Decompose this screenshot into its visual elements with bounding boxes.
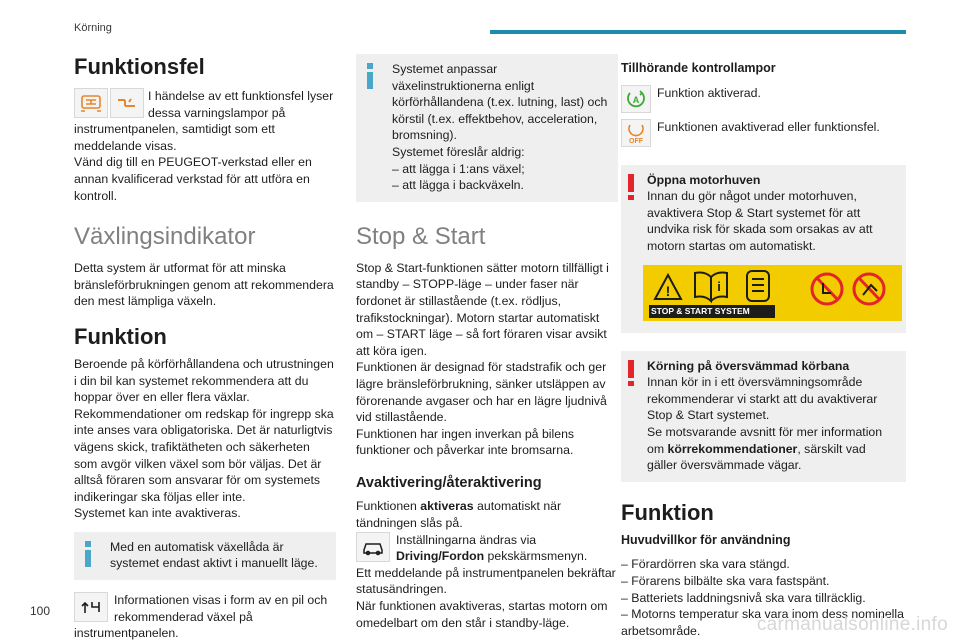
stop-start-text-3: Funktionen har ingen inverkan på bilens funktioner och påverkar inte bromsarna. — [356, 426, 575, 458]
svg-text:i: i — [717, 278, 721, 294]
settings-bold: Driving/Fordon — [396, 549, 485, 564]
gearbox-fault-icon — [74, 88, 108, 118]
heading-funktion: Funktion — [74, 323, 167, 349]
warning-flood-title: Körning på översvämmad körbana — [647, 358, 850, 373]
funktionsfel-text-1: I händelse av ett funktionsfel lyser dessa varningslampor på instrumentpanelen, samtidigt som ett meddelande visas. — [74, 89, 334, 153]
warning-flood-text-start: Se motsvarande avsnitt för mer information om — [647, 424, 883, 456]
aktivering-text — [356, 498, 618, 531]
stop-start-on-lamp-icon — [621, 85, 651, 113]
page-number: 100 — [30, 604, 51, 618]
info-icon — [367, 63, 373, 89]
condition-item: – Motorns temperatur ska vara inom dess nominella arbetsområde. — [621, 607, 904, 638]
warning-flood — [621, 351, 906, 482]
stop-start-off-lamp-icon — [621, 119, 651, 147]
warning-hood — [621, 165, 906, 333]
warning-flood-text-end: , särskilt vad gäller översvämmade vägar. — [647, 441, 866, 473]
note-automatic — [74, 532, 336, 580]
funktion-text-2: Rekommendationer om redskap för ingrepp ska inte anses vara obligatoriska. Det är naturligtvis vägens skick, trafiktätheten och säkerheten som avgör vilken växel som bör väljas. Det är alltså föraren som ansvarar för om systemets indikeringar ska följas eller inte. — [74, 406, 334, 504]
never-item-1: – att lägga i 1:ans växel; — [392, 161, 525, 176]
warning-hood-text: Innan du gör något under motorhuven, avaktivera Stop & Start systemet för att undvika risk för skada som orsakas av att motorn startas om automatiskt. — [647, 189, 873, 253]
watermark: carmanualsonline.info — [756, 614, 948, 635]
funktionsfel-block — [74, 88, 336, 204]
note-system — [356, 54, 618, 202]
vaxling-text: Detta system är utformat för att minska bränsleförbrukningen genom att rekommendera den mest lämpliga växeln. — [74, 261, 334, 309]
funktion-text-3: Systemet kan inte avaktiveras. — [74, 506, 241, 521]
deactivation-text: När funktionen avaktiveras, startas motorn om omedelbart om den står i standby-läge. — [356, 599, 608, 630]
warning-flood-text-1: Innan kör in i ett översvämningsområde rekommenderar vi starkt att du avaktiverar Stop & Start systemet. — [647, 375, 878, 423]
info-icon — [85, 541, 91, 567]
funktion-text-1: Beroende på körförhållandena och utrustningen i din bil kan systemet rekommendera att du hoppar över en eller flera växlar. — [74, 356, 334, 405]
warning-icon — [628, 360, 634, 388]
message-text: Ett meddelande på instrumentpanelen bekräftar statusändringen. — [356, 565, 616, 597]
note-automatic-text: Med en automatisk växellåda är systemet endast aktivt i manuellt läge. — [110, 539, 318, 571]
header-accent-bar — [490, 30, 906, 34]
info-text: Informationen visas i form av en pil och rekommenderad växel på instrumentpanelen. — [74, 593, 328, 641]
stop-start-fault-icon — [110, 88, 144, 118]
gear-shift-arrow-icon — [74, 592, 108, 622]
condition-item: – Förardörren ska vara stängd. — [621, 557, 790, 572]
aktivering-bold: aktiveras — [420, 499, 474, 514]
warning-hood-title: Öppna motorhuven — [647, 172, 761, 187]
warning-lamps — [74, 88, 144, 118]
info-block — [74, 592, 336, 642]
settings-block — [356, 532, 618, 565]
settings-text — [356, 532, 618, 565]
stop-start-text-2: Funktionen är designad för stadstrafik och ger lägre bränsleförbrukning, sänker utsläppen av förorenande avgaser och har en lägre ljudnivå vid stillastående. — [356, 360, 607, 425]
lamp-on-glyph: A — [632, 94, 640, 105]
warning-flood-text-2 — [647, 424, 898, 474]
warning-icon — [628, 174, 634, 202]
heading-stop-start: Stop & Start — [356, 222, 486, 250]
never-item-2: – att lägga i backväxeln. — [392, 178, 524, 193]
stop-start-text-1: Stop & Start-funktionen sätter motorn tillfälligt i standby – STOPP-läge – under faser när fordonet är stillastående (t.ex. rödljus, trafikstockningar). Motorn startar automatiskt om – START läge – så fort föraren visar avsikt att köra igen. — [356, 260, 609, 358]
heading-huvudvillkor: Huvudvillkor för användning — [621, 532, 791, 547]
lamp-row-on — [621, 85, 906, 113]
column-2 — [356, 54, 618, 631]
heading-vaxlingsindikator: Växlingsindikator — [74, 223, 256, 251]
settings-text-start: Inställningarna ändras via — [396, 532, 537, 547]
lamp-off-text: Funktionen avaktiverad eller funktionsfel. — [657, 119, 880, 134]
svg-text:!: ! — [665, 282, 671, 299]
column-3 — [621, 60, 906, 639]
heading-funktionsfel: Funktionsfel — [74, 54, 205, 79]
condition-item: – Batteriets laddningsnivå ska vara tillräcklig. — [621, 590, 866, 605]
funktionsfel-text-2: Vänd dig till en PEUGEOT-verkstad eller en annan kvalificerad verkstad för att utföra en kontroll. — [74, 155, 312, 203]
heading-funktion-2: Funktion — [621, 499, 714, 525]
lamp-on-text: Funktion aktiverad. — [657, 85, 761, 100]
note-system-text: Systemet anpassar växelinstruktionerna enligt körförhållandena (t.ex. lutning, last) och körstil (t.ex. effektbehov, acceleration, bromsning). — [392, 62, 608, 143]
car-settings-icon — [356, 532, 390, 562]
lamp-off-glyph: OFF — [629, 137, 643, 145]
aktivering-text-end: automatiskt när tändningen slås på. — [356, 499, 562, 531]
warning-flood-bold: körrekommendationer — [667, 441, 798, 456]
heading-aktivering: Avaktivering/återaktivering — [356, 474, 542, 491]
sticker-label: STOP & START SYSTEM — [651, 305, 750, 316]
stop-start-sticker — [643, 265, 902, 321]
heading-kontrollampor: Tillhörande kontrollampor — [621, 61, 776, 75]
header-section: Körning — [74, 22, 112, 34]
condition-item: – Förarens bilbälte ska vara fastspänt. — [621, 573, 830, 588]
settings-text-end: pekskärmsmenyn. — [484, 549, 588, 564]
lamp-row-off — [621, 119, 906, 147]
never-intro: Systemet föreslår aldrig: — [392, 144, 525, 159]
aktivering-text-start: Funktionen — [356, 499, 421, 514]
column-1 — [74, 54, 336, 642]
